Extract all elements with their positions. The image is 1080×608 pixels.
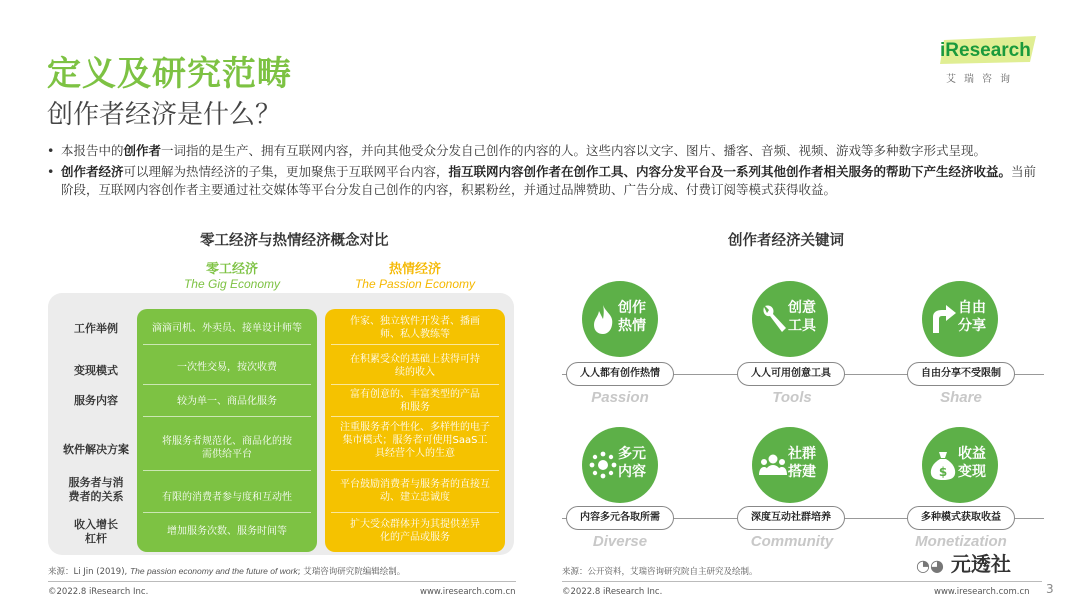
passion-header bbox=[340, 258, 490, 291]
keyword-pill: 深度互动社群培养 bbox=[737, 506, 845, 530]
right-website: www.iresearch.com.cn bbox=[934, 587, 1030, 597]
gig-cell: 滴滴司机、外卖员、接单设计师等 bbox=[152, 323, 302, 334]
bullet-item: • 创作者经济可以理解为热情经济的子集，更加聚焦于互联网平台内容，指互联网内容创作者在创作工具、内容分发平台及一系列其他创作者相关服务的帮助下产生经济收益。当前阶段，互联网内容创作者主要通过社交媒体等平台分发自己创作的内容，积累粉丝，并通过品牌赞助、广告分成、付费订阅等模式获得收益。 bbox=[47, 164, 1037, 197]
logo-text: iResearch bbox=[940, 40, 1031, 61]
passion-cell: 注重服务者个性化、多样性的电子集市模式；服务者可使用SaaS工具经营个人的生意 bbox=[340, 422, 490, 459]
row-label: 工作举例 bbox=[74, 322, 118, 335]
logo-subtext: 艾瑞咨询 bbox=[946, 74, 1018, 85]
comparison-title: 零工经济与热情经济概念对比 bbox=[200, 233, 389, 249]
gig-cell: 将服务者规范化、商品化的按需供给平台 bbox=[162, 436, 292, 460]
row-label: 服务者与消费者的关系 bbox=[68, 476, 124, 503]
page-number: 3 bbox=[1046, 582, 1054, 596]
row-divider bbox=[331, 344, 499, 345]
gig-cell: 较为单一、商品化服务 bbox=[177, 396, 277, 407]
row-divider bbox=[331, 416, 499, 417]
row-label: 收入增长杠杆 bbox=[74, 518, 118, 545]
keyword-english: Diverse bbox=[592, 533, 648, 550]
passion-cell: 富有创意的、丰富类型的产品和服务 bbox=[350, 389, 480, 413]
gig-header-en: The Gig Economy bbox=[183, 277, 281, 291]
bullet-dot: • bbox=[47, 164, 55, 179]
row-divider bbox=[143, 470, 311, 471]
keyword-pill: 多种模式获取收益 bbox=[907, 506, 1015, 530]
left-website: www.iresearch.com.cn bbox=[420, 587, 516, 597]
gig-header-cn: 零工经济 bbox=[205, 262, 258, 277]
keyword-share: 自由分享 bbox=[922, 281, 998, 357]
keyword-monetization: $ 收益变现 bbox=[922, 427, 998, 503]
gig-header bbox=[162, 258, 302, 291]
right-footer-rule bbox=[562, 581, 1042, 582]
row-label: 服务内容 bbox=[74, 394, 118, 407]
passion-header-cn: 热情经济 bbox=[388, 262, 441, 277]
page-title: 定义及研究范畴 bbox=[47, 54, 292, 94]
keyword-english: Passion bbox=[591, 389, 649, 406]
bullet-item: • 本报告中的创作者一词指的是生产、拥有互联网内容，并向其他受众分发自己创作的内容的人。这些内容以文字、图片、播客、音频、视频、游戏等多种数字形式呈现。 bbox=[47, 143, 987, 158]
passion-cell: 扩大受众群体并为其提供差异化的产品或服务 bbox=[350, 519, 480, 543]
passion-cell: 平台鼓励消费者与服务者的直接互动、建立忠诚度 bbox=[340, 479, 490, 503]
page-subtitle: 创作者经济是什么？ bbox=[47, 100, 282, 130]
left-copyright: ©2022.8 iResearch Inc. bbox=[48, 587, 149, 597]
keyword-diverse: 多元内容 bbox=[582, 427, 658, 503]
svg-text:$: $ bbox=[938, 465, 948, 479]
keyword-pill: 内容多元各取所需 bbox=[566, 506, 674, 530]
left-footer-rule bbox=[48, 581, 516, 582]
right-copyright: ©2022.8 iResearch Inc. bbox=[562, 587, 663, 597]
right-source-note: 来源：公开资料，艾瑞咨询研究院自主研究及绘制。 bbox=[562, 567, 758, 577]
watermark bbox=[916, 548, 1011, 577]
row-divider bbox=[331, 470, 499, 471]
keyword-tools: 创意工具 bbox=[752, 281, 828, 357]
row-label: 变现模式 bbox=[74, 364, 118, 377]
row-divider bbox=[143, 344, 311, 345]
gig-cell: 增加服务次数、服务时间等 bbox=[167, 526, 287, 537]
keyword-passion: 创作热情 bbox=[582, 281, 658, 357]
wechat-icon: ◔◕ bbox=[916, 556, 944, 575]
keyword-pill: 人人可用创意工具 bbox=[737, 362, 845, 386]
row-divider bbox=[143, 512, 311, 513]
gig-cell: 有限的消费者参与度和互动性 bbox=[162, 492, 292, 503]
row-label: 软件解决方案 bbox=[63, 443, 129, 456]
left-source-note: 来源：Li Jin (2019), The passion economy and the future of work; 艾瑞咨询研究院编辑绘制。 bbox=[48, 566, 406, 577]
keyword-english: Monetization bbox=[915, 533, 1007, 550]
keyword-pill: 人人都有创作热情 bbox=[566, 362, 674, 386]
gig-cell: 一次性交易，按次收费 bbox=[177, 362, 277, 373]
passion-cell: 在积累受众的基础上获得可持续的收入 bbox=[350, 354, 480, 378]
row-divider bbox=[331, 512, 499, 513]
keyword-english: Community bbox=[750, 533, 834, 550]
row-divider bbox=[143, 384, 311, 385]
intro-bullets bbox=[47, 142, 1037, 202]
keyword-english: Share bbox=[940, 389, 982, 406]
passion-cell: 作家、独立软件开发者、播画师、私人教练等 bbox=[350, 316, 480, 340]
passion-header-en: The Passion Economy bbox=[354, 277, 476, 291]
keyword-english: Tools bbox=[772, 389, 812, 406]
keyword-pill: 自由分享不受限制 bbox=[907, 362, 1015, 386]
gig-column bbox=[137, 309, 317, 552]
row-divider bbox=[143, 416, 311, 417]
keyword-community: 社群搭建 bbox=[752, 427, 828, 503]
watermark-text: 元透社 bbox=[950, 552, 1011, 576]
row-divider bbox=[331, 384, 499, 385]
keywords-title: 创作者经济关键词 bbox=[728, 233, 844, 249]
bullet-dot: • bbox=[47, 143, 55, 158]
iresearch-logo bbox=[938, 36, 1038, 84]
